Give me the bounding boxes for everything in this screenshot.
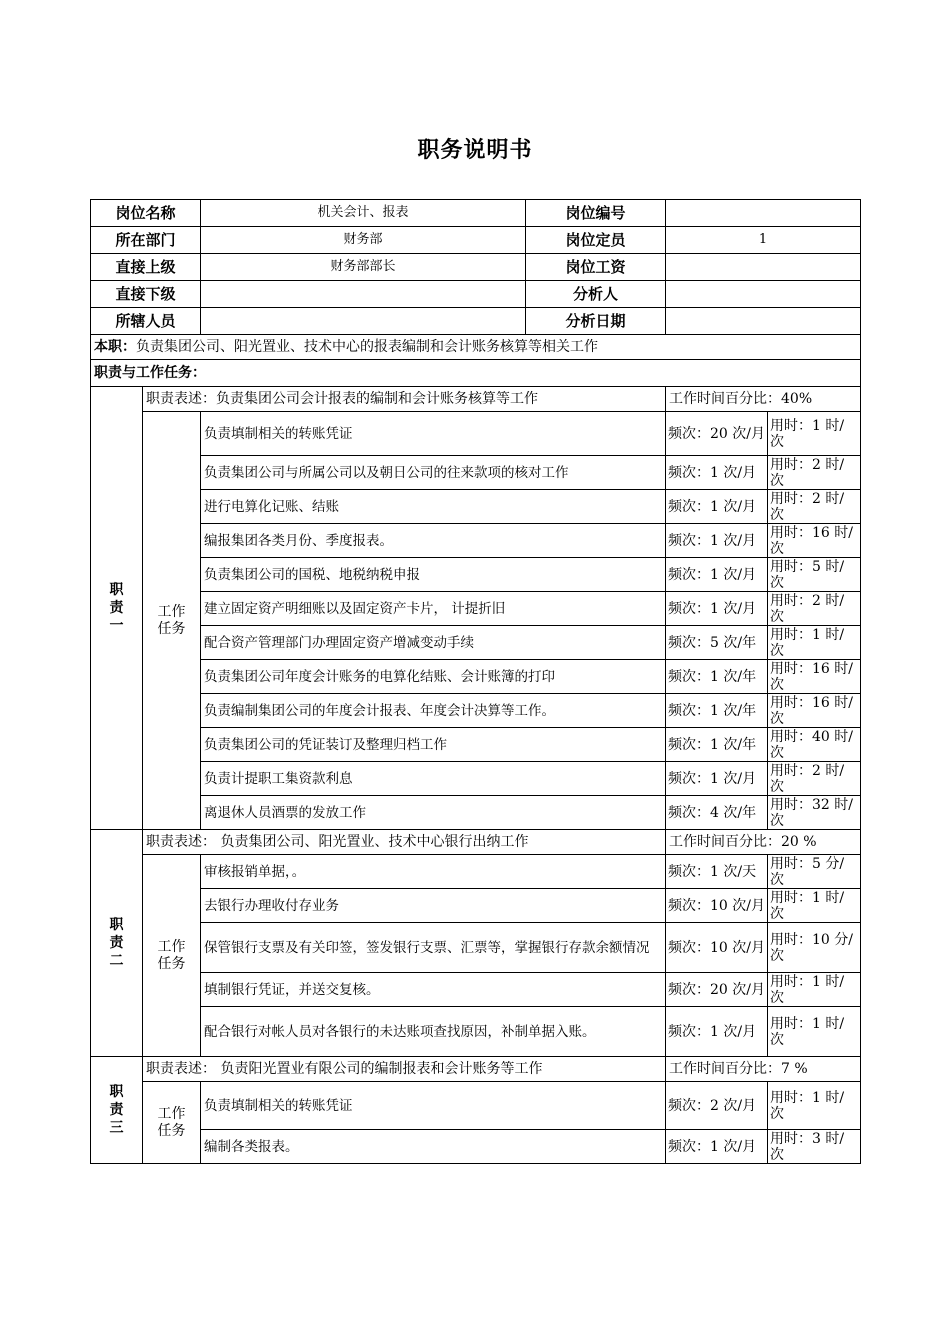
task-frequency: 频次：1 次/年: [666, 728, 768, 762]
task-text: 去银行办理收付存业务: [201, 889, 666, 923]
staff-value: [201, 308, 526, 335]
task-duration: 用时：5 时/次: [768, 558, 861, 592]
task-text: 配合资产管理部门办理固定资产增减变动手续: [201, 626, 666, 660]
subordinate-label: 直接下级: [91, 281, 201, 308]
analyst-label: 分析人: [526, 281, 666, 308]
analyst-value: [666, 281, 861, 308]
info-row: [91, 227, 861, 254]
duty-time-percent: 工作时间百分比：20 %: [666, 830, 861, 855]
duty-name: 职 责 二: [91, 830, 143, 1057]
task-frequency: 频次：1 次/月: [666, 456, 768, 490]
department-value: 财务部: [201, 227, 526, 254]
task-text: 负责集团公司的国税、地税纳税申报: [201, 558, 666, 592]
duty-description-row: [91, 1057, 861, 1082]
task-row: [91, 626, 861, 660]
task-duration: 用时：1 时/次: [768, 626, 861, 660]
duty-description-row: [91, 387, 861, 412]
duties-header-row: [91, 360, 861, 387]
task-text: 进行电算化记账、结账: [201, 490, 666, 524]
main-duty-text: 负责集团公司、阳光置业、技术中心的报表编制和会计账务核算等相关工作: [136, 339, 598, 355]
task-row: [91, 558, 861, 592]
salary-label: 岗位工资: [526, 254, 666, 281]
task-text: 审核报销单据，。: [201, 855, 666, 889]
info-row: [91, 200, 861, 227]
department-label: 所在部门: [91, 227, 201, 254]
task-frequency: 频次：2 次/月: [666, 1082, 768, 1130]
task-frequency: 频次：1 次/月: [666, 1130, 768, 1164]
task-row: [91, 524, 861, 558]
task-text: 负责填制相关的转账凭证: [201, 412, 666, 456]
duties-header: 职责与工作任务：: [91, 360, 861, 387]
task-duration: 用时：2 时/次: [768, 592, 861, 626]
duty-description: 职责表述： 负责阳光置业有限公司的编制报表和会计账务等工作: [143, 1057, 666, 1082]
task-frequency: 频次：10 次/月: [666, 923, 768, 973]
task-row: [91, 490, 861, 524]
task-duration: 用时：1 时/次: [768, 973, 861, 1007]
task-duration: 用时：2 时/次: [768, 490, 861, 524]
headcount-label: 岗位定员: [526, 227, 666, 254]
task-frequency: 频次：10 次/月: [666, 889, 768, 923]
task-row: [91, 1082, 861, 1130]
duty-description-row: [91, 830, 861, 855]
task-row: [91, 923, 861, 973]
task-frequency: 频次：1 次/月: [666, 592, 768, 626]
task-label: 工作 任务: [143, 1082, 201, 1164]
task-label: 工作 任务: [143, 412, 201, 830]
task-text: 负责集团公司的凭证装订及整理归档工作: [201, 728, 666, 762]
position-code-value: [666, 200, 861, 227]
page-title: 职务说明书: [417, 138, 533, 163]
task-duration: 用时：2 时/次: [768, 456, 861, 490]
main-duty-row: [91, 335, 861, 360]
task-text: 编报集团各类月份、季度报表。: [201, 524, 666, 558]
task-duration: 用时：1 时/次: [768, 1082, 861, 1130]
task-row: [91, 762, 861, 796]
info-row: [91, 281, 861, 308]
task-text: 配合银行对帐人员对各银行的未达账项查找原因，补制单据入账。: [201, 1007, 666, 1057]
task-row: [91, 660, 861, 694]
analysis-date-label: 分析日期: [526, 308, 666, 335]
task-text: 负责集团公司与所属公司以及朝日公司的往来款项的核对工作: [201, 456, 666, 490]
task-text: 负责填制相关的转账凭证: [201, 1082, 666, 1130]
task-frequency: 频次：1 次/月: [666, 762, 768, 796]
superior-label: 直接上级: [91, 254, 201, 281]
task-row: [91, 412, 861, 456]
task-frequency: 频次：20 次/月: [666, 412, 768, 456]
task-row: [91, 456, 861, 490]
task-duration: 用时：3 时/次: [768, 1130, 861, 1164]
task-text: 填制银行凭证，并送交复核。: [201, 973, 666, 1007]
task-row: [91, 855, 861, 889]
task-frequency: 频次：20 次/月: [666, 973, 768, 1007]
staff-label: 所辖人员: [91, 308, 201, 335]
task-duration: 用时：1 时/次: [768, 412, 861, 456]
task-row: [91, 796, 861, 830]
task-row: [91, 694, 861, 728]
task-duration: 用时：10 分/次: [768, 923, 861, 973]
task-row: [91, 1130, 861, 1164]
task-text: 负责编制集团公司的年度会计报表、年度会计决算等工作。: [201, 694, 666, 728]
duty-name: 职 责 三: [91, 1057, 143, 1164]
position-name-label: 岗位名称: [91, 200, 201, 227]
task-text: 负责集团公司年度会计账务的电算化结账、会计账簿的打印: [201, 660, 666, 694]
task-frequency: 频次：5 次/年: [666, 626, 768, 660]
task-duration: 用时：16 时/次: [768, 660, 861, 694]
position-name-value: 机关会计、报表: [201, 200, 526, 227]
position-code-label: 岗位编号: [526, 200, 666, 227]
task-duration: 用时：2 时/次: [768, 762, 861, 796]
duty-description: 职责表述：负责集团公司会计报表的编制和会计账务核算等工作: [143, 387, 666, 412]
task-duration: 用时：16 时/次: [768, 524, 861, 558]
task-frequency: 频次：4 次/年: [666, 796, 768, 830]
duty-time-percent: 工作时间百分比：40%: [666, 387, 861, 412]
task-frequency: 频次：1 次/年: [666, 660, 768, 694]
task-duration: 用时：5 分/次: [768, 855, 861, 889]
task-row: [91, 1007, 861, 1057]
task-duration: 用时：32 时/次: [768, 796, 861, 830]
headcount-value: 1: [666, 227, 861, 254]
duty-name: 职 责 一: [91, 387, 143, 830]
task-row: [91, 973, 861, 1007]
task-duration: 用时：40 时/次: [768, 728, 861, 762]
task-row: [91, 728, 861, 762]
task-text: 编制各类报表。: [201, 1130, 666, 1164]
task-frequency: 频次：1 次/月: [666, 1007, 768, 1057]
task-frequency: 频次：1 次/年: [666, 694, 768, 728]
task-duration: 用时：1 时/次: [768, 1007, 861, 1057]
duty-description: 职责表述： 负责集团公司、阳光置业、技术中心银行出纳工作: [143, 830, 666, 855]
subordinate-value: [201, 281, 526, 308]
duties-body: [91, 387, 861, 1164]
info-row: [91, 308, 861, 335]
task-frequency: 频次：1 次/月: [666, 524, 768, 558]
analysis-date-value: [666, 308, 861, 335]
duty-time-percent: 工作时间百分比：7 %: [666, 1057, 861, 1082]
task-text: 保管银行支票及有关印签，签发银行支票、汇票等，掌握银行存款余额情况: [201, 923, 666, 973]
task-frequency: 频次：1 次/月: [666, 490, 768, 524]
task-text: 离退休人员酒票的发放工作: [201, 796, 666, 830]
main-duty-label: 本职：: [94, 339, 136, 355]
task-frequency: 频次：1 次/月: [666, 558, 768, 592]
superior-value: 财务部部长: [201, 254, 526, 281]
salary-value: [666, 254, 861, 281]
task-text: 负责计提职工集资款利息: [201, 762, 666, 796]
task-frequency: 频次：1 次/天: [666, 855, 768, 889]
task-label: 工作 任务: [143, 855, 201, 1057]
info-row: [91, 254, 861, 281]
main-duty-cell: [91, 335, 861, 360]
task-row: [91, 889, 861, 923]
job-description-table: [90, 199, 861, 1164]
task-text: 建立固定资产明细账以及固定资产卡片， 计提折旧: [201, 592, 666, 626]
task-row: [91, 592, 861, 626]
task-duration: 用时：16 时/次: [768, 694, 861, 728]
task-duration: 用时：1 时/次: [768, 889, 861, 923]
